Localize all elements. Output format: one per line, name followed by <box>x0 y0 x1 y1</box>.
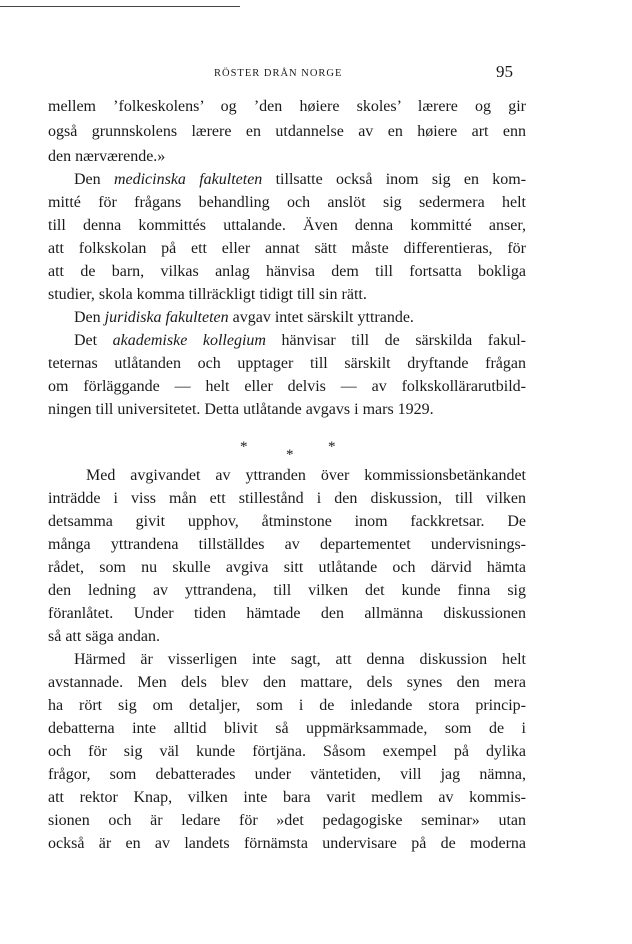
text-line: till denna kommittés uttalande. Även denna kommitté anser, <box>48 217 526 234</box>
text-line: att de barn, vilkas anlag hänvisa dem till fortsatta bokliga <box>48 263 526 280</box>
text-line: att rektor Knap, vilken inte bara varit medlem av kommis- <box>48 789 526 806</box>
text-line: den nærværende.» <box>48 148 166 165</box>
text-line: föranlåtet. Under tiden hämtade den allmänna diskussionen <box>48 605 526 622</box>
text-line: rådet, som nu skulle avgiva sitt utlåtande och därvid hämta <box>48 559 526 576</box>
text-line: sionen och är ledare för »det pedagogiske seminar» utan <box>48 812 526 829</box>
text-line: att folkskolan på ett eller annat sätt måste differentieras, för <box>48 240 526 257</box>
line-tail: tillsatte också inom sig en kom- <box>262 171 527 188</box>
text-line: mitté för frågans behandling och anslöt sig sedermera helt <box>48 194 526 211</box>
text-line: avstannade. Men dels blev den mattare, dels synes den mera <box>48 674 526 691</box>
text-line <box>74 331 526 351</box>
page-number: 95 <box>496 62 513 81</box>
separator-star: * <box>286 447 294 463</box>
italic-term: medicinska fakulteten <box>113 171 263 188</box>
scan-edge-rule <box>0 6 240 7</box>
text-line: detsamma givit upphov, åtminstone inom fackkretsar. De <box>48 513 526 530</box>
text-line: många yttrandena tillställdes av departementet undervisnings- <box>48 536 526 553</box>
text-line: och för sig väl kunde förtjäna. Såsom exempel på dylika <box>48 743 526 760</box>
text-line <box>74 308 526 328</box>
running-head: RÖSTER DRÅN NORGE <box>214 68 343 79</box>
italic-term: juridiska fakulteten <box>104 309 229 326</box>
line-tail: avgav intet särskilt yttrande. <box>228 309 414 326</box>
line-tail: hänvisar till de särskilda fakul- <box>265 332 526 349</box>
text-line: frågor, som debatterades under väntetiden, vill jag nämna, <box>48 766 526 783</box>
text-line: også grunnskolens lærere en utdannelse av en høiere art enn <box>48 123 526 140</box>
text-line: debatterna inte alltid blivit så uppmärksammade, som de i <box>48 720 526 737</box>
text-line: ningen till universitetet. Detta utlåtande avgavs i mars 1929. <box>48 401 434 418</box>
text-line <box>74 170 526 190</box>
text-line: inträdde i viss mån ett stillestånd i den diskussion, till vilken <box>48 490 526 507</box>
separator-star: * <box>240 439 248 455</box>
italic-term: akademiske kollegium <box>112 332 266 349</box>
text-line: också är en av landets förnämsta undervisare på de moderna <box>48 835 526 852</box>
text-line: teternas utlåtanden och upptager till särskilt dryftande frågan <box>48 355 526 372</box>
text-line: studier, skola komma tillräckligt tidigt till sin rätt. <box>48 286 367 303</box>
line-lead: Det <box>74 332 113 349</box>
text-line: den ledning av yttrandena, till vilken det kunde finna sig <box>48 582 526 599</box>
text-line: om förläggande — helt eller delvis — av folkskollärarutbild- <box>48 378 526 395</box>
text-line: ha rört sig om detaljer, som i de inledande stora princip- <box>48 697 526 714</box>
separator-star: * <box>328 439 336 455</box>
text-line: Med avgivandet av yttranden över kommissionsbetänkandet <box>86 467 526 484</box>
line-lead: Den <box>74 171 114 188</box>
line-lead: Den <box>74 309 105 326</box>
text-line: Härmed är visserligen inte sagt, att denna diskussion helt <box>74 651 526 668</box>
text-line: mellem ’folkeskolens’ og ’den høiere skoles’ lærere og gir <box>48 98 526 115</box>
text-line: så att säga andan. <box>48 628 160 645</box>
